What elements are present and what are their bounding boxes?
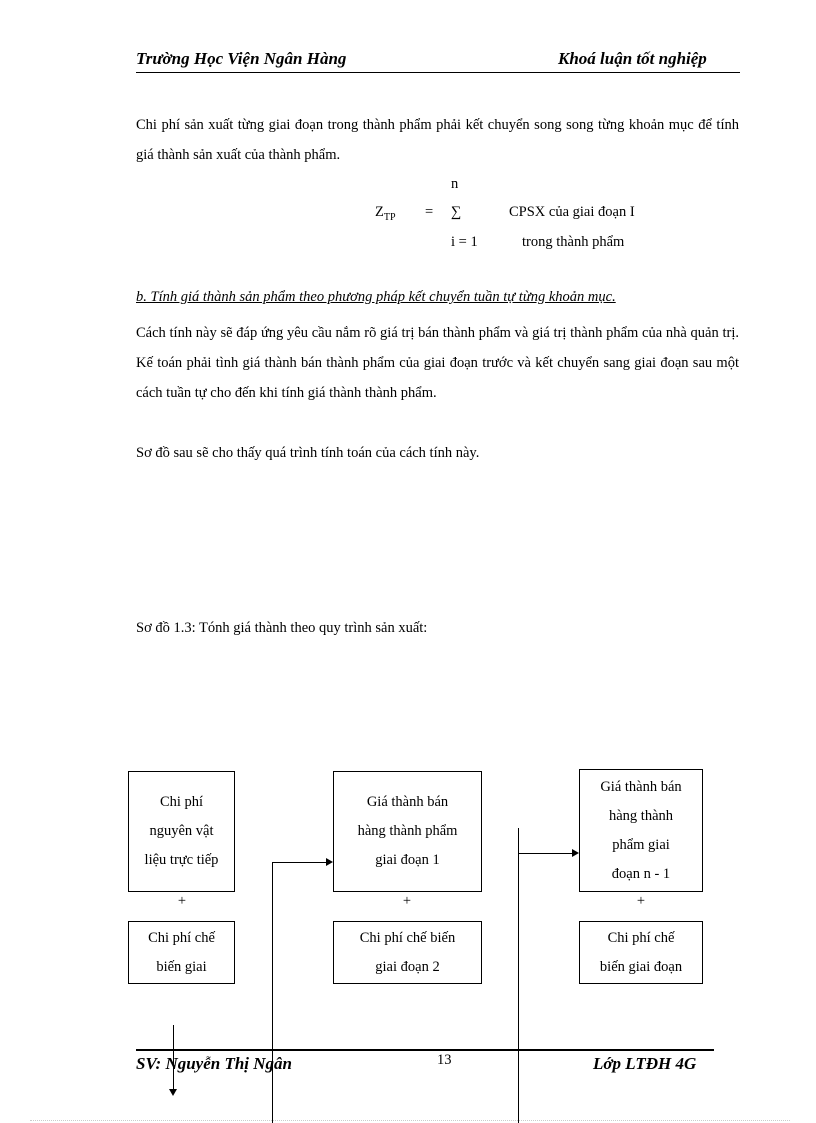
header-thesis: Khoá luận tốt nghiệp <box>558 49 707 68</box>
connector-line-1-horizontal <box>272 862 326 863</box>
formula-lower-limit: i = 1 <box>451 234 478 250</box>
arrow-right-icon <box>572 849 579 857</box>
section-b-paragraph-2: Sơ đồ sau sẽ cho thấy quá trình tính toán của cách tính này. <box>136 445 480 461</box>
formula-lhs: $Z_{TP}$ <box>375 204 396 223</box>
plus-col2: + <box>402 893 412 909</box>
box-direct-material-cost: Chi phí nguyên vật liệu trực tiếp <box>128 771 235 892</box>
box-processing-cost-stage-n: Chi phí chế biến giai đoạn <box>579 921 703 984</box>
formula-equals: = <box>425 204 434 220</box>
formula-term-cont: trong thành phẩm <box>522 234 625 250</box>
footer-class: Lớp LTĐH 4G <box>593 1054 697 1073</box>
paragraph-intro: Chi phí sản xuất từng giai đoạn trong thành phẩm phải kết chuyển song song từng khoản mục để tính giá thành sản xuất của thành phẩm. <box>136 117 739 163</box>
section-b-paragraph: Cách tính này sẽ đáp ứng yêu cầu nắm rõ giá trị bán thành phẩm và giá trị thành phẩm của nhà quản trị. Kế toán phải tình giá thành bán thành phẩm của giai đoạn trước và kết chuyển sang giai đoạn sau một cách tuần tự cho đến khi tính giá thành thành phẩm. <box>136 325 739 401</box>
formula-upper-limit: n <box>451 176 459 192</box>
arrow-down-icon <box>169 1089 177 1096</box>
header-school: Trường Học Viện Ngân Hàng <box>136 49 347 68</box>
arrow-right-icon <box>326 858 333 866</box>
header-rule <box>136 72 740 73</box>
footer-student: SV: Nguyễn Thị Ngân <box>136 1054 293 1073</box>
formula-term: CPSX của giai đoạn I <box>509 204 635 220</box>
box-processing-cost-stage-2: Chi phí chế biến giai đoạn 2 <box>333 921 482 984</box>
connector-line-1-vertical <box>272 862 273 1123</box>
box-processing-cost-col1: Chi phí chế biến giai <box>128 921 235 984</box>
plus-col1: + <box>177 893 187 909</box>
page-number: 13 <box>437 1052 452 1068</box>
plus-col3: + <box>636 893 646 909</box>
connector-line-2-vertical <box>518 828 519 1123</box>
section-b-title: b. Tính giá thành sản phẩm theo phương pháp kết chuyển tuần tự từng khoản mục. <box>136 289 616 305</box>
footer-rule <box>136 1049 714 1051</box>
box-semi-product-cost-stage-1: Giá thành bán hàng thành phẩm giai đoạn 1 <box>333 771 482 892</box>
connector-line-2-horizontal <box>518 853 572 854</box>
page-bottom-dotted-rule <box>30 1120 790 1121</box>
box-semi-product-cost-stage-n-1: Giá thành bán hàng thành phẩm giai đoạn n - 1 <box>579 769 703 892</box>
formula-sigma: ∑ <box>451 204 462 220</box>
diagram-caption: Sơ đồ 1.3: Tónh giá thành theo quy trình sản xuất: <box>136 620 428 636</box>
